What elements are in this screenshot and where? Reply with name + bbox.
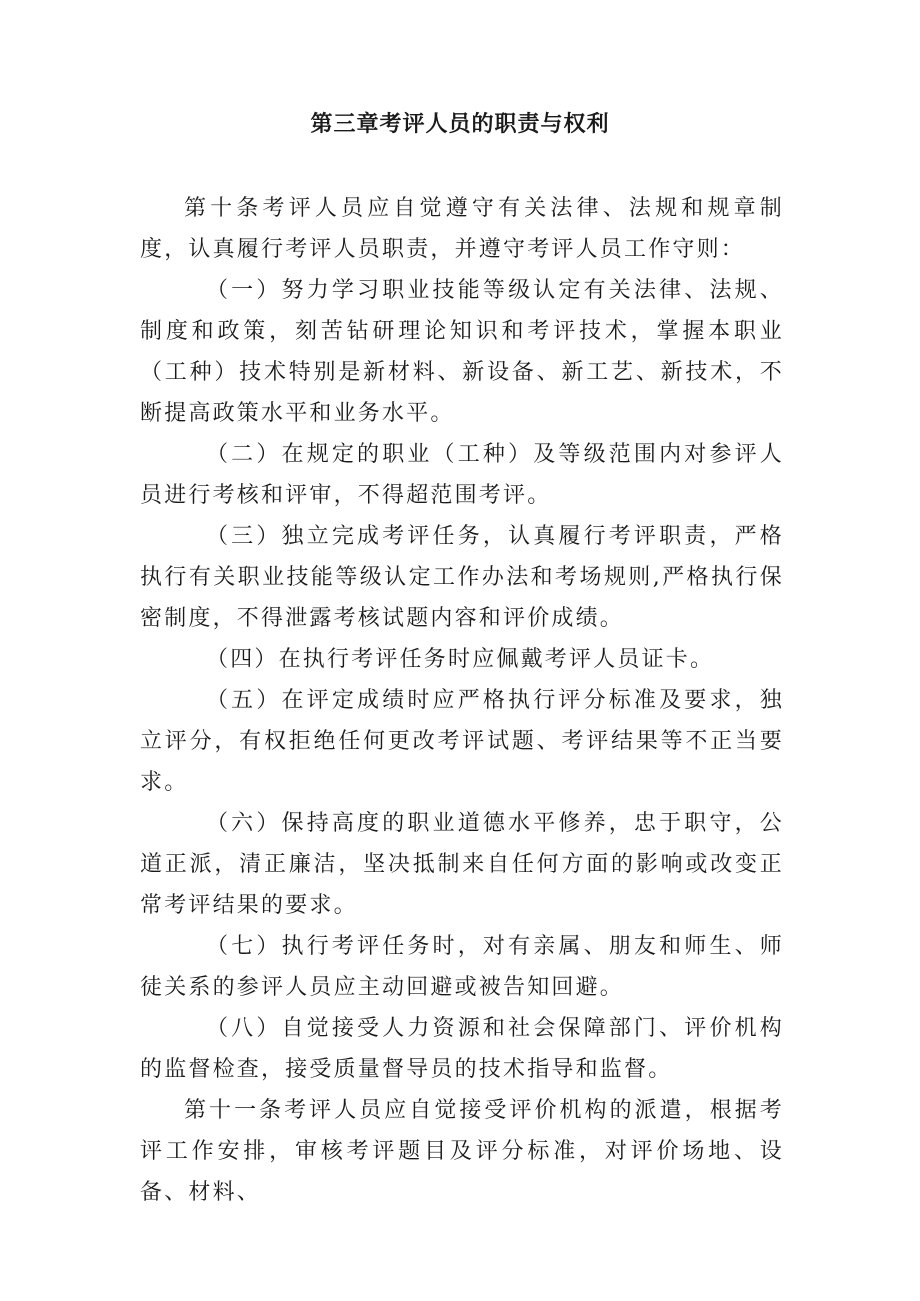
clause-1-paragraph: （一）努力学习职业技能等级认定有关法律、法规、制度和政策，刻苦钻研理论知识和考评技术，掌握本职业（工种）技术特别是新材料、新设备、新工艺、新技术，不断提高政策水平和业务水平。 xyxy=(140,278,784,426)
clause-5-paragraph: （五）在评定成绩时应严格执行评分标准及要求，独立评分，有权拒绝任何更改考评试题、考评结果等不正当要求。 xyxy=(140,688,784,795)
clause-4-paragraph: （四）在执行考评任务时应佩戴考评人员证卡。 xyxy=(206,647,715,672)
clause-6-paragraph: （六）保持高度的职业道德水平修养，忠于职守，公道正派，清正廉洁，坚决抵制来自任何方面的影响或改变正常考评结果的要求。 xyxy=(140,811,784,918)
article-10-paragraph: 第十条考评人员应自觉遵守有关法律、法规和规章制度，认真履行考评人员职责，并遵守考评人员工作守则： xyxy=(140,196,784,262)
chapter-title: 第三章考评人员的职责与权利 xyxy=(310,111,610,137)
clause-2-paragraph: （二）在规定的职业（工种）及等级范围内对参评人员进行考核和评审，不得超范围考评。 xyxy=(140,442,784,508)
clause-8-paragraph: （八）自觉接受人力资源和社会保障部门、评价机构的监督检查，接受质量督导员的技术指导和监督。 xyxy=(140,1016,784,1082)
document-body xyxy=(140,188,784,1213)
article-11-paragraph: 第十一条考评人员应自觉接受评价机构的派遣，根据考评工作安排，审核考评题目及评分标准，对评价场地、设备、材料、 xyxy=(140,1098,784,1205)
clause-7-paragraph: （七）执行考评任务时，对有亲属、朋友和师生、师徒关系的参评人员应主动回避或被告知回避。 xyxy=(140,934,784,1000)
clause-3-paragraph: （三）独立完成考评任务，认真履行考评职责，严格执行有关职业技能等级认定工作办法和考场规则,严格执行保密制度，不得泄露考核试题内容和评价成绩。 xyxy=(140,524,784,631)
